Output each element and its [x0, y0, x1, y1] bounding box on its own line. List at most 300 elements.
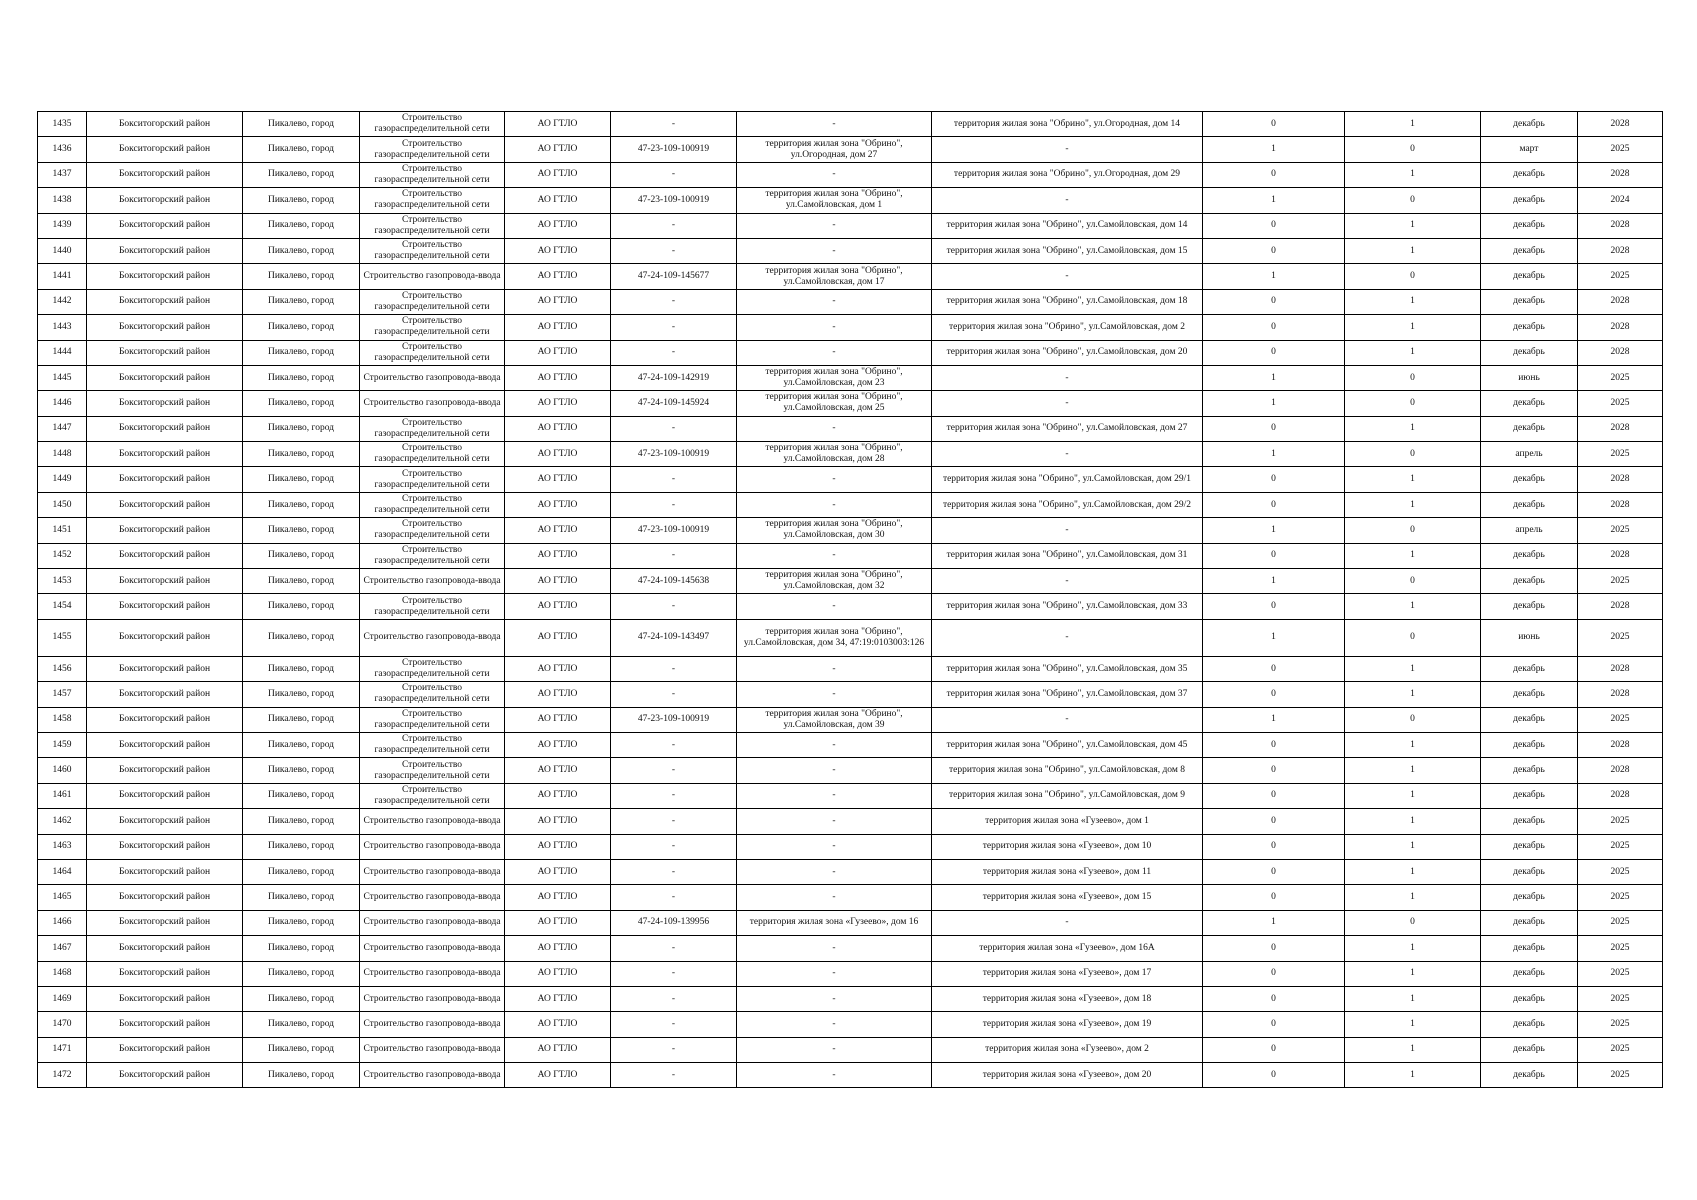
work-type-cell: Строительство газопровода-ввода [360, 619, 505, 656]
district-cell: Бокситогорский район [87, 365, 243, 390]
count-a-cell: 0 [1203, 112, 1345, 137]
month-cell: декабрь [1481, 809, 1578, 834]
district-cell: Бокситогорский район [87, 783, 243, 808]
object-address-cell: - [737, 936, 932, 961]
organization-cell: АО ГТЛО [505, 137, 611, 162]
count-a-cell: 1 [1203, 910, 1345, 935]
year-cell: 2025 [1578, 961, 1663, 986]
table-row [38, 137, 1663, 162]
planned-address-cell: территория жилая зона «Гузеево», дом 2 [932, 1037, 1203, 1062]
row-number-cell: 1442 [38, 289, 87, 314]
count-b-cell: 0 [1345, 188, 1481, 213]
row-number-cell: 1472 [38, 1063, 87, 1088]
planned-address-cell: - [932, 365, 1203, 390]
district-cell: Бокситогорский район [87, 732, 243, 757]
count-a-cell: 0 [1203, 543, 1345, 568]
table-row [38, 467, 1663, 492]
district-cell: Бокситогорский район [87, 682, 243, 707]
work-type-cell: Строительство газопровода-ввода [360, 910, 505, 935]
planned-address-cell: территория жилая зона «Гузеево», дом 16А [932, 936, 1203, 961]
row-number-cell: 1468 [38, 961, 87, 986]
planned-address-cell: территория жилая зона "Обрино", ул.Самойловская, дом 33 [932, 594, 1203, 619]
month-cell: декабрь [1481, 936, 1578, 961]
district-cell: Бокситогорский район [87, 707, 243, 732]
cadastral-number-cell: - [611, 543, 737, 568]
organization-cell: АО ГТЛО [505, 1012, 611, 1037]
district-cell: Бокситогорский район [87, 656, 243, 681]
planned-address-cell: территория жилая зона "Обрино", ул.Огородная, дом 14 [932, 112, 1203, 137]
count-a-cell: 0 [1203, 238, 1345, 263]
planned-address-cell: - [932, 188, 1203, 213]
organization-cell: АО ГТЛО [505, 543, 611, 568]
cadastral-number-cell: - [611, 162, 737, 187]
planned-address-cell: территория жилая зона "Обрино", ул.Самойловская, дом 9 [932, 783, 1203, 808]
count-a-cell: 0 [1203, 859, 1345, 884]
cadastral-number-cell: - [611, 594, 737, 619]
work-type-cell: Строительство газопровода-ввода [360, 1063, 505, 1088]
planned-address-cell: территория жилая зона "Обрино", ул.Самойловская, дом 20 [932, 340, 1203, 365]
table-row [38, 594, 1663, 619]
work-type-cell: Строительство газораспределительной сети [360, 213, 505, 238]
table-row [38, 238, 1663, 263]
organization-cell: АО ГТЛО [505, 569, 611, 594]
organization-cell: АО ГТЛО [505, 391, 611, 416]
table-row [38, 162, 1663, 187]
planned-address-cell: территория жилая зона "Обрино", ул.Самойловская, дом 8 [932, 758, 1203, 783]
work-type-cell: Строительство газопровода-ввода [360, 885, 505, 910]
table-row [38, 885, 1663, 910]
planned-address-cell: территория жилая зона "Обрино", ул.Самойловская, дом 29/1 [932, 467, 1203, 492]
year-cell: 2028 [1578, 594, 1663, 619]
settlement-cell: Пикалево, город [243, 682, 360, 707]
cadastral-number-cell: - [611, 1037, 737, 1062]
year-cell: 2024 [1578, 188, 1663, 213]
object-address-cell: - [737, 986, 932, 1011]
table-row [38, 289, 1663, 314]
object-address-cell: - [737, 758, 932, 783]
organization-cell: АО ГТЛО [505, 442, 611, 467]
organization-cell: АО ГТЛО [505, 885, 611, 910]
cadastral-number-cell: - [611, 859, 737, 884]
year-cell: 2028 [1578, 315, 1663, 340]
table-row [38, 936, 1663, 961]
settlement-cell: Пикалево, город [243, 961, 360, 986]
object-address-cell: - [737, 315, 932, 340]
organization-cell: АО ГТЛО [505, 834, 611, 859]
settlement-cell: Пикалево, город [243, 162, 360, 187]
table-row [38, 569, 1663, 594]
row-number-cell: 1465 [38, 885, 87, 910]
month-cell: декабрь [1481, 986, 1578, 1011]
district-cell: Бокситогорский район [87, 137, 243, 162]
table-row [38, 732, 1663, 757]
count-a-cell: 1 [1203, 442, 1345, 467]
table-row [38, 758, 1663, 783]
district-cell: Бокситогорский район [87, 492, 243, 517]
settlement-cell: Пикалево, город [243, 518, 360, 543]
work-type-cell: Строительство газопровода-ввода [360, 834, 505, 859]
object-address-cell: - [737, 543, 932, 568]
cadastral-number-cell: - [611, 492, 737, 517]
month-cell: декабрь [1481, 656, 1578, 681]
work-type-cell: Строительство газопровода-ввода [360, 569, 505, 594]
row-number-cell: 1460 [38, 758, 87, 783]
organization-cell: АО ГТЛО [505, 707, 611, 732]
row-number-cell: 1449 [38, 467, 87, 492]
year-cell: 2025 [1578, 365, 1663, 390]
work-type-cell: Строительство газораспределительной сети [360, 162, 505, 187]
settlement-cell: Пикалево, город [243, 656, 360, 681]
planned-address-cell: - [932, 137, 1203, 162]
count-b-cell: 0 [1345, 391, 1481, 416]
cadastral-number-cell: 47-23-109-100919 [611, 137, 737, 162]
table-row [38, 1012, 1663, 1037]
organization-cell: АО ГТЛО [505, 112, 611, 137]
object-address-cell: - [737, 809, 932, 834]
count-a-cell: 1 [1203, 264, 1345, 289]
work-type-cell: Строительство газопровода-ввода [360, 391, 505, 416]
planned-address-cell: - [932, 264, 1203, 289]
organization-cell: АО ГТЛО [505, 467, 611, 492]
row-number-cell: 1435 [38, 112, 87, 137]
count-a-cell: 1 [1203, 707, 1345, 732]
district-cell: Бокситогорский район [87, 758, 243, 783]
work-type-cell: Строительство газопровода-ввода [360, 961, 505, 986]
year-cell: 2025 [1578, 569, 1663, 594]
count-b-cell: 1 [1345, 834, 1481, 859]
data-table [37, 111, 1663, 1088]
settlement-cell: Пикалево, город [243, 264, 360, 289]
row-number-cell: 1443 [38, 315, 87, 340]
month-cell: декабрь [1481, 467, 1578, 492]
object-address-cell: - [737, 656, 932, 681]
district-cell: Бокситогорский район [87, 340, 243, 365]
cadastral-number-cell: - [611, 1012, 737, 1037]
count-a-cell: 0 [1203, 936, 1345, 961]
settlement-cell: Пикалево, город [243, 213, 360, 238]
settlement-cell: Пикалево, город [243, 910, 360, 935]
month-cell: декабрь [1481, 961, 1578, 986]
month-cell: июнь [1481, 619, 1578, 656]
month-cell: декабрь [1481, 859, 1578, 884]
year-cell: 2028 [1578, 162, 1663, 187]
object-address-cell: - [737, 1063, 932, 1088]
count-a-cell: 0 [1203, 834, 1345, 859]
cadastral-number-cell: - [611, 758, 737, 783]
row-number-cell: 1459 [38, 732, 87, 757]
work-type-cell: Строительство газораспределительной сети [360, 289, 505, 314]
settlement-cell: Пикалево, город [243, 137, 360, 162]
table-row [38, 518, 1663, 543]
object-address-cell: территория жилая зона "Обрино", ул.Самойловская, дом 1 [737, 188, 932, 213]
month-cell: декабрь [1481, 391, 1578, 416]
district-cell: Бокситогорский район [87, 264, 243, 289]
object-address-cell: - [737, 1037, 932, 1062]
year-cell: 2028 [1578, 340, 1663, 365]
work-type-cell: Строительство газораспределительной сети [360, 467, 505, 492]
row-number-cell: 1436 [38, 137, 87, 162]
object-address-cell: - [737, 783, 932, 808]
organization-cell: АО ГТЛО [505, 732, 611, 757]
month-cell: декабрь [1481, 594, 1578, 619]
work-type-cell: Строительство газопровода-ввода [360, 1012, 505, 1037]
count-a-cell: 1 [1203, 619, 1345, 656]
district-cell: Бокситогорский район [87, 188, 243, 213]
work-type-cell: Строительство газопровода-ввода [360, 936, 505, 961]
organization-cell: АО ГТЛО [505, 783, 611, 808]
row-number-cell: 1463 [38, 834, 87, 859]
month-cell: декабрь [1481, 112, 1578, 137]
district-cell: Бокситогорский район [87, 416, 243, 441]
table-row [38, 340, 1663, 365]
year-cell: 2028 [1578, 213, 1663, 238]
district-cell: Бокситогорский район [87, 162, 243, 187]
planned-address-cell: - [932, 391, 1203, 416]
planned-address-cell: территория жилая зона "Обрино", ул.Самойловская, дом 29/2 [932, 492, 1203, 517]
count-b-cell: 1 [1345, 859, 1481, 884]
table-row [38, 809, 1663, 834]
row-number-cell: 1441 [38, 264, 87, 289]
district-cell: Бокситогорский район [87, 289, 243, 314]
planned-address-cell: территория жилая зона «Гузеево», дом 15 [932, 885, 1203, 910]
object-address-cell: территория жилая зона "Обрино", ул.Огородная, дом 27 [737, 137, 932, 162]
district-cell: Бокситогорский район [87, 238, 243, 263]
row-number-cell: 1451 [38, 518, 87, 543]
year-cell: 2025 [1578, 264, 1663, 289]
settlement-cell: Пикалево, город [243, 391, 360, 416]
district-cell: Бокситогорский район [87, 619, 243, 656]
cadastral-number-cell: - [611, 213, 737, 238]
count-a-cell: 1 [1203, 518, 1345, 543]
table-row [38, 543, 1663, 568]
settlement-cell: Пикалево, город [243, 416, 360, 441]
year-cell: 2025 [1578, 986, 1663, 1011]
district-cell: Бокситогорский район [87, 936, 243, 961]
organization-cell: АО ГТЛО [505, 682, 611, 707]
table-row [38, 416, 1663, 441]
table-row [38, 391, 1663, 416]
count-a-cell: 1 [1203, 391, 1345, 416]
object-address-cell: - [737, 492, 932, 517]
table-row [38, 682, 1663, 707]
row-number-cell: 1437 [38, 162, 87, 187]
count-b-cell: 0 [1345, 365, 1481, 390]
district-cell: Бокситогорский район [87, 391, 243, 416]
object-address-cell: территория жилая зона "Обрино", ул.Самойловская, дом 25 [737, 391, 932, 416]
count-a-cell: 0 [1203, 467, 1345, 492]
table-row [38, 910, 1663, 935]
cadastral-number-cell: - [611, 809, 737, 834]
work-type-cell: Строительство газораспределительной сети [360, 137, 505, 162]
work-type-cell: Строительство газораспределительной сети [360, 783, 505, 808]
settlement-cell: Пикалево, город [243, 543, 360, 568]
organization-cell: АО ГТЛО [505, 213, 611, 238]
table-row [38, 859, 1663, 884]
planned-address-cell: территория жилая зона "Обрино", ул.Огородная, дом 29 [932, 162, 1203, 187]
row-number-cell: 1457 [38, 682, 87, 707]
count-a-cell: 0 [1203, 758, 1345, 783]
organization-cell: АО ГТЛО [505, 758, 611, 783]
settlement-cell: Пикалево, город [243, 467, 360, 492]
count-a-cell: 0 [1203, 1012, 1345, 1037]
count-a-cell: 0 [1203, 986, 1345, 1011]
year-cell: 2028 [1578, 758, 1663, 783]
settlement-cell: Пикалево, город [243, 289, 360, 314]
organization-cell: АО ГТЛО [505, 910, 611, 935]
organization-cell: АО ГТЛО [505, 809, 611, 834]
object-address-cell: - [737, 289, 932, 314]
cadastral-number-cell: 47-24-109-145677 [611, 264, 737, 289]
object-address-cell: - [737, 340, 932, 365]
district-cell: Бокситогорский район [87, 834, 243, 859]
settlement-cell: Пикалево, город [243, 758, 360, 783]
work-type-cell: Строительство газораспределительной сети [360, 518, 505, 543]
planned-address-cell: территория жилая зона "Обрино", ул.Самойловская, дом 27 [932, 416, 1203, 441]
organization-cell: АО ГТЛО [505, 619, 611, 656]
count-a-cell: 0 [1203, 340, 1345, 365]
settlement-cell: Пикалево, город [243, 936, 360, 961]
count-b-cell: 1 [1345, 758, 1481, 783]
table-row [38, 315, 1663, 340]
district-cell: Бокситогорский район [87, 569, 243, 594]
planned-address-cell: - [932, 569, 1203, 594]
planned-address-cell: - [932, 442, 1203, 467]
row-number-cell: 1461 [38, 783, 87, 808]
month-cell: декабрь [1481, 492, 1578, 517]
count-a-cell: 0 [1203, 213, 1345, 238]
cadastral-number-cell: - [611, 340, 737, 365]
planned-address-cell: территория жилая зона "Обрино", ул.Самойловская, дом 18 [932, 289, 1203, 314]
month-cell: июнь [1481, 365, 1578, 390]
table-row [38, 961, 1663, 986]
organization-cell: АО ГТЛО [505, 1063, 611, 1088]
cadastral-number-cell: 47-23-109-100919 [611, 518, 737, 543]
table-row [38, 188, 1663, 213]
planned-address-cell: территория жилая зона «Гузеево», дом 11 [932, 859, 1203, 884]
planned-address-cell: территория жилая зона «Гузеево», дом 1 [932, 809, 1203, 834]
settlement-cell: Пикалево, город [243, 112, 360, 137]
row-number-cell: 1453 [38, 569, 87, 594]
cadastral-number-cell: 47-24-109-139956 [611, 910, 737, 935]
cadastral-number-cell: - [611, 315, 737, 340]
work-type-cell: Строительство газопровода-ввода [360, 365, 505, 390]
row-number-cell: 1466 [38, 910, 87, 935]
count-b-cell: 0 [1345, 707, 1481, 732]
count-a-cell: 1 [1203, 188, 1345, 213]
year-cell: 2025 [1578, 391, 1663, 416]
year-cell: 2028 [1578, 112, 1663, 137]
count-b-cell: 1 [1345, 543, 1481, 568]
count-a-cell: 0 [1203, 809, 1345, 834]
month-cell: апрель [1481, 442, 1578, 467]
planned-address-cell: территория жилая зона "Обрино", ул.Самойловская, дом 2 [932, 315, 1203, 340]
month-cell: декабрь [1481, 315, 1578, 340]
month-cell: декабрь [1481, 213, 1578, 238]
work-type-cell: Строительство газопровода-ввода [360, 986, 505, 1011]
year-cell: 2025 [1578, 1012, 1663, 1037]
object-address-cell: - [737, 859, 932, 884]
table-row [38, 783, 1663, 808]
table-row [38, 1037, 1663, 1062]
count-a-cell: 0 [1203, 594, 1345, 619]
month-cell: декабрь [1481, 885, 1578, 910]
organization-cell: АО ГТЛО [505, 986, 611, 1011]
object-address-cell: - [737, 682, 932, 707]
month-cell: декабрь [1481, 340, 1578, 365]
table-row [38, 656, 1663, 681]
cadastral-number-cell: 47-24-109-145638 [611, 569, 737, 594]
cadastral-number-cell: - [611, 656, 737, 681]
count-b-cell: 0 [1345, 569, 1481, 594]
settlement-cell: Пикалево, город [243, 340, 360, 365]
year-cell: 2028 [1578, 543, 1663, 568]
row-number-cell: 1470 [38, 1012, 87, 1037]
count-b-cell: 1 [1345, 961, 1481, 986]
year-cell: 2028 [1578, 492, 1663, 517]
cadastral-number-cell: - [611, 986, 737, 1011]
row-number-cell: 1462 [38, 809, 87, 834]
planned-address-cell: территория жилая зона "Обрино", ул.Самойловская, дом 14 [932, 213, 1203, 238]
district-cell: Бокситогорский район [87, 986, 243, 1011]
organization-cell: АО ГТЛО [505, 340, 611, 365]
district-cell: Бокситогорский район [87, 910, 243, 935]
count-a-cell: 0 [1203, 289, 1345, 314]
month-cell: апрель [1481, 518, 1578, 543]
settlement-cell: Пикалево, город [243, 732, 360, 757]
row-number-cell: 1467 [38, 936, 87, 961]
district-cell: Бокситогорский район [87, 1037, 243, 1062]
count-b-cell: 0 [1345, 442, 1481, 467]
district-cell: Бокситогорский район [87, 859, 243, 884]
planned-address-cell: территория жилая зона "Обрино", ул.Самойловская, дом 31 [932, 543, 1203, 568]
row-number-cell: 1446 [38, 391, 87, 416]
count-a-cell: 1 [1203, 569, 1345, 594]
table-body [38, 112, 1663, 1088]
organization-cell: АО ГТЛО [505, 961, 611, 986]
count-a-cell: 0 [1203, 1037, 1345, 1062]
object-address-cell: - [737, 961, 932, 986]
row-number-cell: 1447 [38, 416, 87, 441]
planned-address-cell: - [932, 518, 1203, 543]
year-cell: 2025 [1578, 137, 1663, 162]
count-b-cell: 1 [1345, 1037, 1481, 1062]
month-cell: декабрь [1481, 1012, 1578, 1037]
count-b-cell: 1 [1345, 732, 1481, 757]
count-b-cell: 1 [1345, 340, 1481, 365]
row-number-cell: 1456 [38, 656, 87, 681]
count-b-cell: 1 [1345, 213, 1481, 238]
object-address-cell: - [737, 213, 932, 238]
cadastral-number-cell: - [611, 834, 737, 859]
planned-address-cell: - [932, 910, 1203, 935]
district-cell: Бокситогорский район [87, 467, 243, 492]
year-cell: 2028 [1578, 682, 1663, 707]
count-b-cell: 1 [1345, 1063, 1481, 1088]
row-number-cell: 1454 [38, 594, 87, 619]
planned-address-cell: - [932, 619, 1203, 656]
month-cell: декабрь [1481, 162, 1578, 187]
cadastral-number-cell: 47-24-109-142919 [611, 365, 737, 390]
year-cell: 2025 [1578, 442, 1663, 467]
month-cell: декабрь [1481, 1063, 1578, 1088]
count-b-cell: 1 [1345, 315, 1481, 340]
count-b-cell: 0 [1345, 910, 1481, 935]
settlement-cell: Пикалево, город [243, 1012, 360, 1037]
work-type-cell: Строительство газораспределительной сети [360, 707, 505, 732]
object-address-cell: территория жилая зона "Обрино", ул.Самойловская, дом 32 [737, 569, 932, 594]
cadastral-number-cell: - [611, 682, 737, 707]
work-type-cell: Строительство газораспределительной сети [360, 656, 505, 681]
